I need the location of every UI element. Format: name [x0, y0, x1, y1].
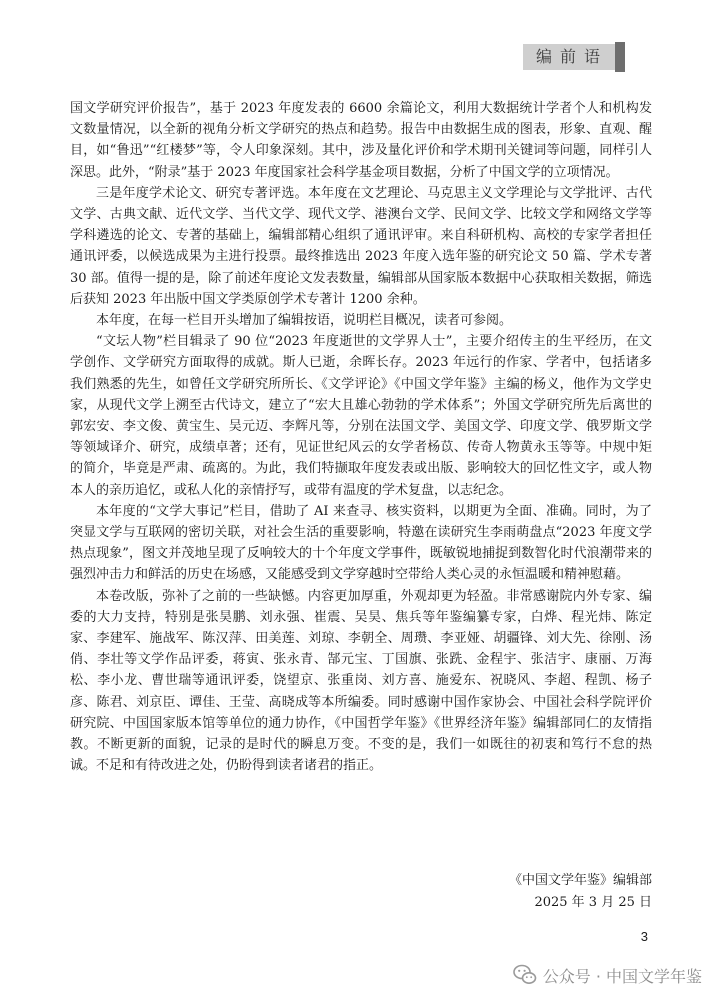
- signature-date: 2025 年 3 月 25 日: [534, 894, 652, 910]
- paragraph: 三是年度学术论文、研究专著评选。本年度在文艺理论、马克思主义文学理论与文学批评、古代文学、古典文献、近代文学、当代文学、现代文学、港澳台文学、民间文学、比较文学和网络文学等学科遴选的论文、专著的基础上，编辑部精心组织了通讯评审。来自科研机构、高校的专家学者担任通讯评委，以候选成果为主进行投票。最终推选出 2023 年度入选年鉴的研究论文 50 篇、学术专著 30 部。值得一提的是，除了前述年度论文发表数量，编辑部从国家版本数据中心获取相关数据，筛选后获知 2023 年出版中国文学类原创学术专著计 1200 余种。: [70, 185, 652, 307]
- paragraph: 本年度，在每一栏目开头增加了编辑按语，说明栏目概况，读者可参阅。: [96, 313, 513, 329]
- body-text: [70, 98, 652, 777]
- paragraph: 国文学研究评价报告”，基于 2023 年度发表的 6600 余篇论文，利用大数据统计学者个人和机构发文数量情况，以全新的视角分析文学研究的热点和趋势。报告中由数据生成的图表，形象、直观、醒目，如“鲁迅”“红楼梦”等，令人印象深刻。其中，涉及量化评价和学术期刊关键词等问题，同样引人深思。此外，“附录”基于 2023 年度国家社会科学基金项目数据，分析了中国文学的立项情况。: [70, 101, 652, 180]
- page-number: 3: [640, 929, 648, 944]
- section-header-tab: [523, 44, 615, 70]
- signature-org: 《中国文学年鉴》编辑部: [508, 873, 652, 888]
- header-accent-bar: [615, 42, 625, 72]
- paragraph: “文坛人物”栏目辑录了 90 位“2023 年度逝世的文学界人士”，主要介绍传主的生平经历，在文学创作、文学研究方面取得的成就。斯人已逝，余晖长存。2023 年远行的作家、学者中，包括诸多我们熟悉的先生，如曾任文学研究所所长、《文学评论》《中国文学年鉴》主编的杨义，他作为文学史家，从现代文学上溯至古代诗文，建立了“宏大且雄心勃勃的学术体系”；外国文学研究所先后离世的郭宏安、李文俊、黄宝生、吴元迈、李辉凡等，分别在法国文学、美国文学、印度文学、俄罗斯文学等领域译介、研究，成绩卓著；还有，见证世纪风云的女学者杨苡、传奇人物黄永玉等等。中规中矩的简介，毕竟是严肃、疏离的。为此，我们特撷取年度发表或出版、影响较大的回忆性文字，或人物本人的亲历追忆，或私人化的亲情抒写，或带有温度的学术复盘，以志纪念。: [70, 334, 652, 498]
- watermark: [513, 963, 702, 987]
- paragraph: 本年度的“文学大事记”栏目，借助了 AI 来查寻、核实资料，以期更为全面、准确。同时，为了突显文学与互联网的密切关联，对社会生活的重要影响，特邀在读研究生李雨萌盘点“2023 年度文学热点现象”，图文并茂地呈现了反响较大的十个年度文学事件，既敏锐地捕捉到数智化时代浪潮带来的强烈冲击力和鲜活的历史在场感，又能感受到文学穿越时空带给人类心灵的永恒温暖和精神慰藉。: [70, 503, 652, 583]
- paragraph: 本卷改版，弥补了之前的一些缺憾。内容更加厚重，外观却更为轻盈。非常感谢院内外专家、编委的大力支持，特别是张昊鹏、刘永强、崔震、吴昊、焦兵等年鉴编纂专家，白烨、程光炜、陈定家、李建军、施战军、陈汉萍、田美莲、刘琼、李朝全、周瓒、李亚娅、胡疆锋、刘大先、徐刚、汤俏、李壮等文学作品评委，蒋寅、张永青、郜元宝、丁国旗、张跣、金程宇、张洁宇、康丽、万海松、李小龙、曹世瑞等通讯评委，饶望京、张重岗、刘方喜、施爱东、祝晓风、李超、程凯、杨子彦、陈君、刘京臣、谭佳、王莹、高晓成等本所编委。同时感谢中国作家协会、中国社会科学院评价研究院、中国国家版本馆等单位的通力协作，《中国哲学年鉴》《世界经济年鉴》编辑部同仁的友情指教。不断更新的面貌，记录的是时代的瞬息万变。不变的是，我们一如既往的初衷和笃行不怠的热诚。不足和有待改进之处，仍盼得到读者诸君的指正。: [70, 588, 652, 774]
- section-title: 编前语: [535, 47, 608, 66]
- wechat-icon: [513, 964, 537, 986]
- watermark-text: 公众号 · 中国文学年鉴: [542, 966, 702, 986]
- signature-block: [509, 870, 652, 913]
